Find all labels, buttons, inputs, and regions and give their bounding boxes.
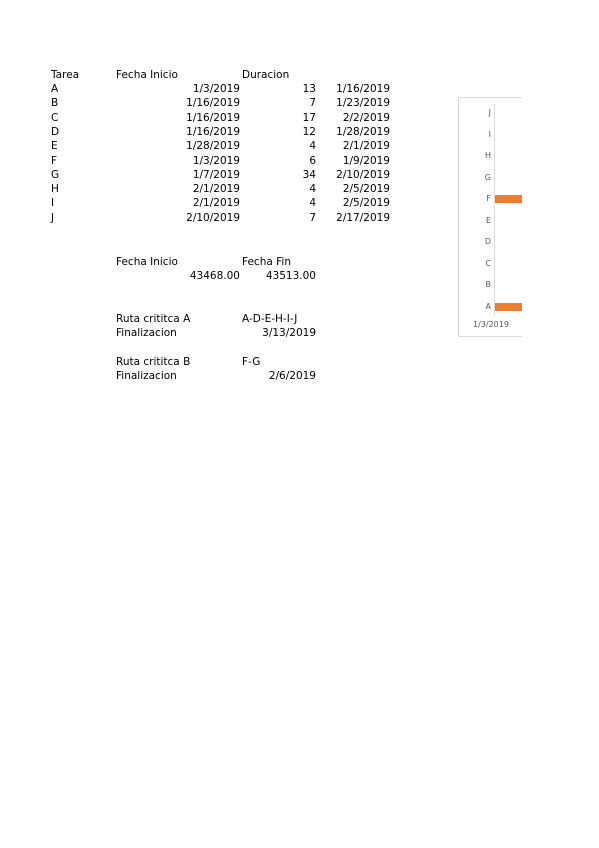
- cell-duracion: 4: [309, 197, 316, 210]
- cell-fecha-inicio: 1/16/2019: [186, 125, 240, 138]
- cell-fecha-fin: 2/5/2019: [342, 183, 390, 196]
- category-label-g: G: [484, 172, 491, 182]
- cell-duracion: 12: [302, 125, 316, 138]
- ruta-b-fin-value: 2/6/2019: [268, 370, 316, 382]
- cell-duracion: 13: [302, 83, 316, 95]
- cell-tarea: I: [51, 197, 55, 210]
- header-duracion: Duracion: [242, 69, 290, 81]
- cell-fecha-inicio: 2/10/2019: [186, 211, 240, 224]
- header-fecha-inicio: Fecha Inicio: [116, 69, 178, 81]
- category-label-b: B: [485, 280, 491, 289]
- cell-duracion: 34: [302, 168, 316, 181]
- ruta-a-path: A-D-E-H-I-J: [242, 313, 298, 325]
- range-fin-label: Fecha Fin: [242, 256, 291, 268]
- cell-duracion: 7: [309, 211, 316, 224]
- cell-fecha-fin: 2/1/2019: [342, 140, 390, 153]
- cell-fecha-inicio: 2/1/2019: [192, 183, 240, 196]
- category-label-j: J: [488, 108, 491, 117]
- cell-duracion: 4: [309, 140, 316, 153]
- cell-fecha-fin: 1/28/2019: [336, 125, 390, 138]
- cell-tarea: E: [51, 140, 58, 153]
- cell-duracion: 7: [309, 97, 316, 110]
- category-label-h: H: [484, 151, 491, 160]
- cell-fecha-inicio: 1/16/2019: [186, 97, 240, 110]
- range-inicio-label: Fecha Inicio: [116, 256, 178, 268]
- cell-tarea: F: [51, 154, 58, 167]
- ruta-b-path: F-G: [242, 356, 261, 368]
- ruta-b-fin-label: Finalizacion: [116, 370, 177, 382]
- cell-fecha-fin: 2/17/2019: [336, 211, 390, 224]
- category-label-d: D: [484, 237, 491, 246]
- category-label-c: C: [485, 258, 491, 268]
- cell-duracion: 17: [302, 111, 316, 124]
- cell-fecha-inicio: 1/16/2019: [186, 111, 240, 124]
- y-axis-line: [494, 104, 495, 315]
- cell-tarea: G: [51, 168, 60, 181]
- cell-duracion: 6: [309, 154, 316, 167]
- category-label-a: A: [485, 301, 491, 311]
- ruta-a-fin-label: Finalizacion: [116, 327, 177, 339]
- cell-fecha-fin: 1/9/2019: [342, 154, 390, 167]
- cell-fecha-fin: 2/5/2019: [342, 197, 390, 210]
- cell-fecha-fin: 1/23/2019: [336, 97, 390, 110]
- category-label-f: F: [486, 194, 491, 203]
- cell-fecha-fin: 1/16/2019: [336, 83, 390, 95]
- gantt-chart[interactable]: [458, 97, 522, 337]
- cell-fecha-inicio: 1/28/2019: [186, 140, 240, 153]
- cell-fecha-inicio: 2/1/2019: [192, 197, 240, 210]
- cell-fecha-fin: 2/10/2019: [336, 168, 390, 181]
- gantt-bar-a[interactable]: [495, 303, 522, 311]
- cell-tarea: B: [51, 97, 59, 110]
- cell-duracion: 4: [309, 183, 316, 196]
- cell-tarea: C: [51, 111, 59, 124]
- range-fin-value: 43513.00: [265, 270, 316, 282]
- ruta-a-fin-value: 3/13/2019: [262, 327, 316, 339]
- cell-fecha-inicio: 1/7/2019: [192, 168, 240, 181]
- cell-tarea: D: [51, 125, 60, 138]
- category-label-i: I: [488, 129, 491, 139]
- cell-fecha-inicio: 1/3/2019: [192, 154, 240, 167]
- gantt-bar-f[interactable]: [495, 195, 522, 203]
- cell-fecha-inicio: 1/3/2019: [192, 83, 240, 95]
- ruta-b-label: Ruta crititca B: [116, 356, 191, 368]
- cell-tarea: H: [51, 183, 59, 196]
- range-inicio-value: 43468.00: [189, 270, 240, 282]
- category-label-e: E: [485, 215, 491, 225]
- cell-tarea: A: [51, 83, 59, 95]
- cell-tarea: J: [51, 211, 55, 224]
- header-tarea: Tarea: [51, 69, 80, 81]
- cell-fecha-fin: 2/2/2019: [342, 111, 390, 124]
- ruta-a-label: Ruta crititca A: [116, 313, 191, 325]
- x-tick-label: 1/3/2019: [473, 320, 509, 329]
